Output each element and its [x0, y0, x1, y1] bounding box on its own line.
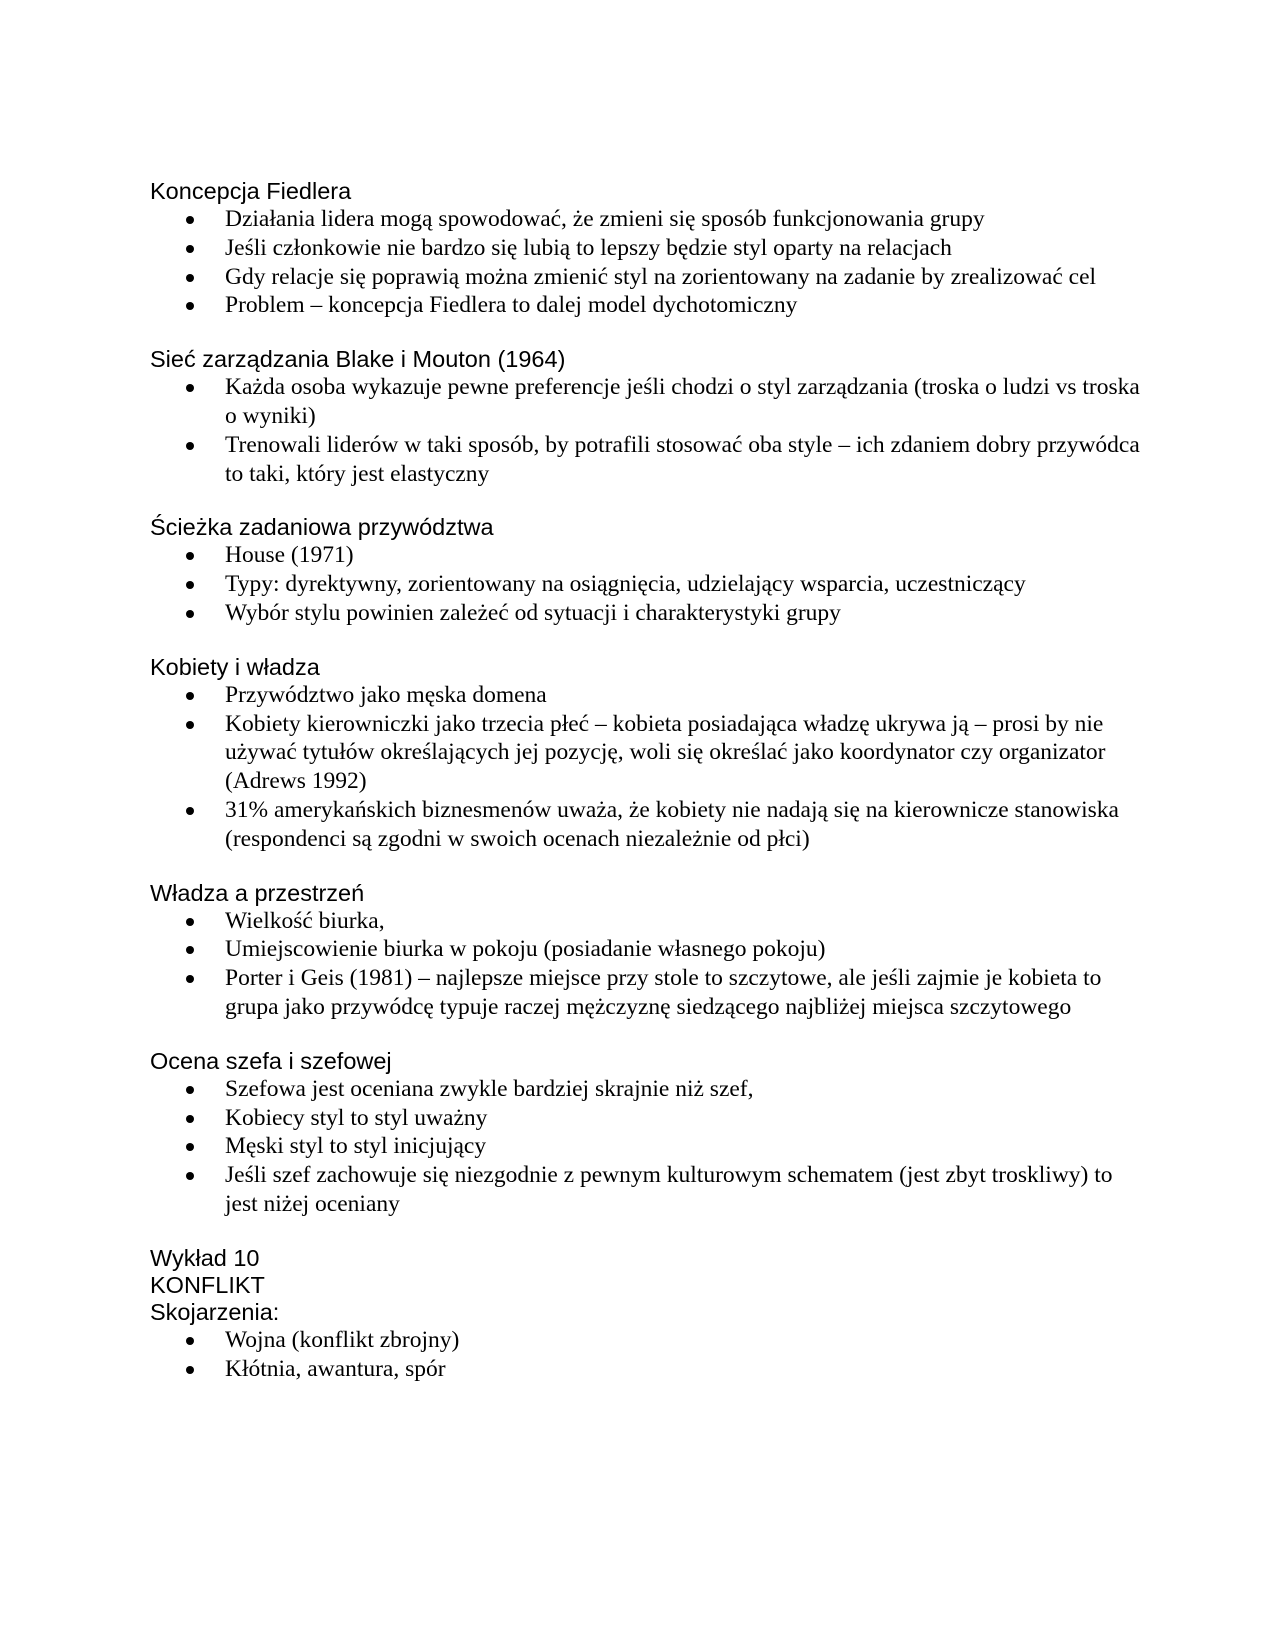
bullet-icon [186, 1172, 194, 1180]
list-item-text: Szefowa jest oceniana zwykle bardziej skrajnie niż szef, [225, 1075, 754, 1102]
list-item-text: Przywództwo jako męska domena [225, 681, 547, 708]
section-women-power [150, 654, 1140, 854]
list-item-text: Problem – koncepcja Fiedlera to dalej model dychotomiczny [225, 292, 798, 319]
list-item-text: Wybór stylu powinien zależeć od sytuacji i charakterystyki grupy [225, 599, 841, 626]
list-item-text: Wojna (konflikt zbrojny) [225, 1326, 460, 1353]
list-item-text: Jeśli szef zachowuje się niezgodnie z pewnym kulturowym schematem (jest zbyt troskliwy) to jest niżej oceniany [225, 1162, 1113, 1217]
list-item-text: Typy: dyrektywny, zorientowany na osiągnięcia, udzielający wsparcia, uczestniczący [225, 571, 1026, 598]
section-power-space [150, 880, 1140, 1022]
list-item-text: Wielkość biurka, [225, 907, 385, 934]
section-heading: Sieć zarządzania Blake i Mouton (1964) [150, 346, 566, 373]
bullet-list [150, 907, 1140, 1022]
list-item [150, 1132, 1140, 1161]
section-heading: Ocena szefa i szefowej [150, 1047, 392, 1074]
section-blake-mouton [150, 346, 1140, 488]
bullet-list [150, 1075, 1140, 1219]
list-item-text: House (1971) [225, 542, 354, 569]
section-heading: Koncepcja Fiedlera [150, 178, 352, 204]
list-item [150, 681, 1140, 710]
bullet-icon [186, 302, 194, 310]
list-item-text: Działania lidera mogą spowodować, że zmieni się sposób funkcjonowania grupy [225, 206, 985, 232]
list-item-text: Kłótnia, awantura, spór [225, 1355, 446, 1382]
bullet-icon [186, 1337, 194, 1345]
list-item [150, 1161, 1140, 1219]
list-item-text: 31% amerykańskich biznesmenów uważa, że kobiety nie nadają się na kierownicze stanowiska (respondenci są zgodni w swoich ocenach niezależnie od płci) [225, 796, 1119, 852]
bullet-list [150, 205, 1140, 320]
bullet-list [150, 541, 1140, 627]
bullet-icon [186, 692, 194, 700]
list-item [150, 205, 1140, 234]
list-item [150, 1355, 1140, 1384]
bullet-icon [186, 975, 194, 983]
bullet-icon [186, 610, 194, 618]
bullet-icon [186, 216, 194, 224]
list-item-text: Trenowali liderów w taki sposób, by potrafili stosować oba style – ich zdaniem dobry przywódca to taki, który jest elastyczny [225, 431, 1140, 487]
list-item-text: Gdy relacje się poprawią można zmienić styl na zorientowany na zadanie by zrealizować cel [225, 263, 1097, 290]
list-item-text: Kobiecy styl to styl uważny [225, 1104, 488, 1131]
associations-heading: Skojarzenia: [150, 1298, 280, 1325]
list-item-text: Jeśli członkowie nie bardzo się lubią to lepszy będzie styl oparty na relacjach [225, 234, 952, 261]
bullet-icon [186, 1366, 194, 1374]
bullet-icon [186, 918, 194, 926]
list-item [150, 570, 1140, 599]
section-heading: Ścieżka zadaniowa przywództwa [150, 514, 494, 541]
list-item [150, 964, 1140, 1022]
list-item-text: Umiejscowienie biurka w pokoju (posiadanie własnego pokoju) [225, 936, 826, 963]
bullet-icon [186, 807, 194, 815]
section-fiedler [150, 178, 1140, 320]
bullet-icon [186, 1086, 194, 1094]
list-item-text: Kobiety kierowniczki jako trzecia płeć – kobieta posiadająca władzę ukrywa ją – prosi by nie używać tytułów określających jej pozycję, woli się określać jako koordynator czy organizator (Adrews 1992) [225, 710, 1106, 795]
section-boss-rating [150, 1048, 1140, 1219]
section-heading: Władza a przestrzeń [150, 879, 365, 906]
list-item [150, 263, 1140, 292]
bullet-icon [186, 581, 194, 589]
bullet-icon [186, 274, 194, 282]
list-item [150, 1075, 1140, 1104]
section-heading: Kobiety i władza [150, 653, 320, 680]
bullet-icon [186, 721, 194, 729]
bullet-icon [186, 552, 194, 560]
list-item [150, 373, 1140, 431]
bullet-list [150, 1326, 1140, 1384]
bullet-icon [186, 442, 194, 450]
list-item-text: Męski styl to styl inicjujący [225, 1133, 487, 1160]
section-path-goal [150, 514, 1140, 627]
bullet-icon [186, 946, 194, 954]
list-item [150, 1326, 1140, 1355]
bullet-list [150, 681, 1140, 854]
list-item [150, 907, 1140, 936]
list-item [150, 710, 1140, 796]
section-lecture-conflict [150, 1245, 1140, 1384]
bullet-list [150, 373, 1140, 488]
bullet-icon [186, 384, 194, 392]
list-item-text: Każda osoba wykazuje pewne preferencje jeśli chodzi o styl zarządzania (troska o ludzi vs troska o wyniki) [225, 374, 1140, 429]
list-item [150, 599, 1140, 628]
list-item [150, 234, 1140, 263]
lecture-number: Wykład 10 [150, 1244, 260, 1271]
bullet-icon [186, 1115, 194, 1123]
bullet-icon [186, 1143, 194, 1151]
document-page [150, 178, 1140, 1409]
list-item-text: Porter i Geis (1981) – najlepsze miejsce przy stole to szczytowe, ale jeśli zajmie je kobieta to grupa jako przywódcę typuje raczej mężczyznę siedzącego najbliżej miejsca szczytowego [225, 965, 1102, 1020]
list-item [150, 796, 1140, 854]
bullet-icon [186, 245, 194, 253]
lecture-topic: KONFLIKT [150, 1271, 265, 1298]
list-item [150, 1104, 1140, 1133]
list-item [150, 935, 1140, 964]
list-item [150, 431, 1140, 489]
list-item [150, 541, 1140, 570]
list-item [150, 291, 1140, 320]
